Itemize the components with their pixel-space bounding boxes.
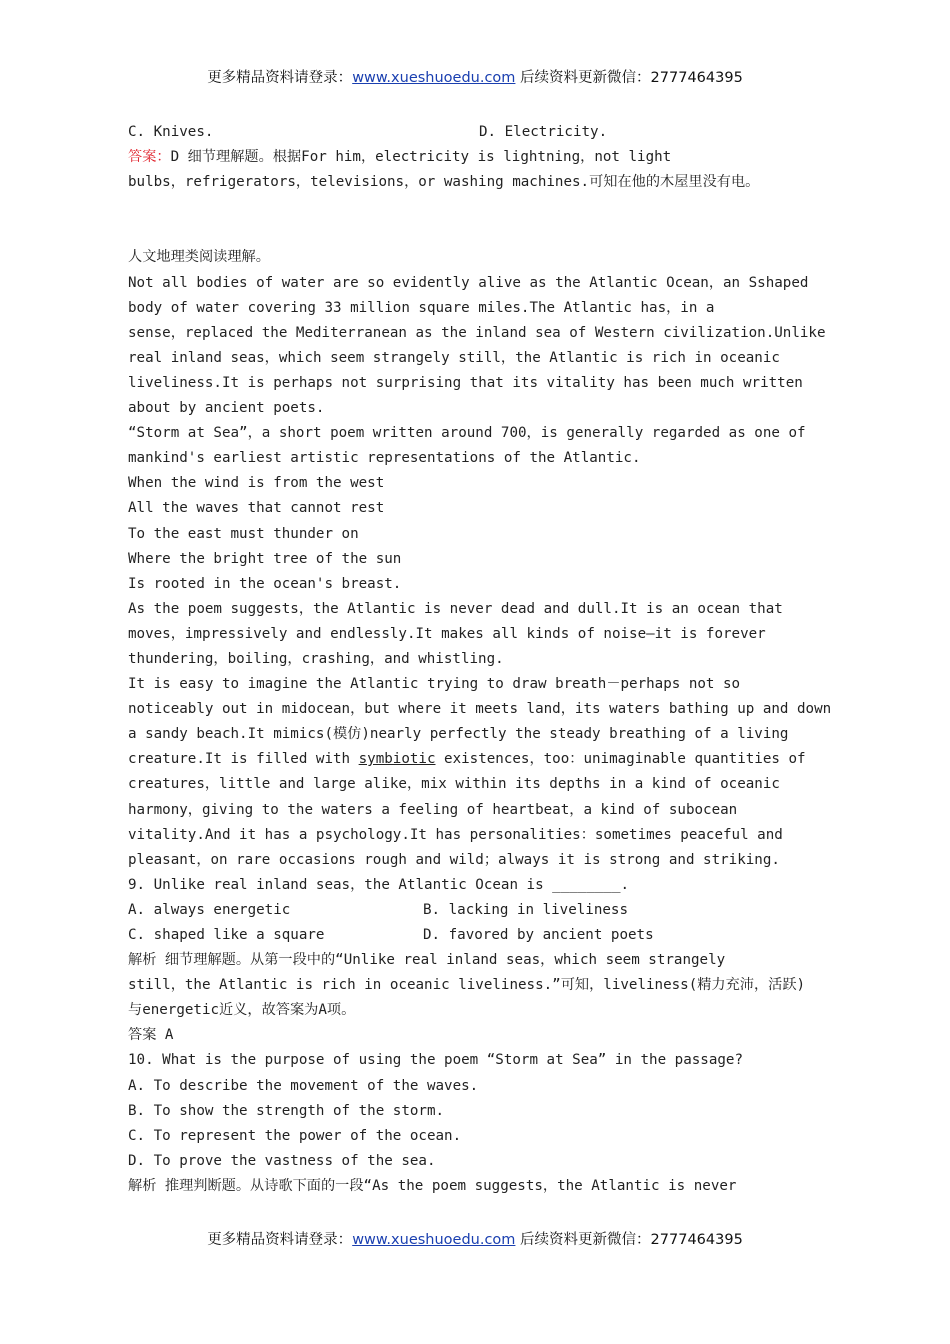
header-banner-prefix: 更多精品资料请登录： [207,70,353,86]
q10-option-a: A. To describe the movement of the waves. [128,1077,479,1094]
poem-line: Is rooted in the ocean's breast. [128,575,402,592]
passage-line: As the poem suggests，the Atlantic is never dead and dull.It is an ocean that [128,600,783,617]
header-banner-suffix: 后续资料更新微信：2777464395 [515,70,743,86]
prev-option-d: D. Electricity. [479,124,608,140]
passage-line [128,747,828,772]
passage-line: mankind's earliest artistic representations of the Atlantic. [128,450,641,467]
symbiotic-before: creature.It is filled with [128,751,359,768]
passage-line: “Storm at Sea”，a short poem written around 700，is generally regarded as one of [128,425,806,442]
passage-line: creatures，little and large alike，mix within its depths in a kind of oceanic [128,776,780,793]
q9-answer: 答案 A [128,1027,174,1044]
passage-line: thundering，boiling，crashing，and whistling. [128,650,504,667]
answer-label: 答案： [128,149,171,166]
passage-line: a sandy beach.It mimics(模仿)nearly perfectly the steady breathing of a living [128,726,789,743]
passage-line: real inland seas，which seem strangely still，the Atlantic is rich in oceanic [128,349,780,366]
passage-line: sense，replaced the Mediterranean as the inland sea of Western civilization.Unlike [128,324,826,341]
spacer [128,220,828,245]
q9-analysis-line: still，the Atlantic is rich in oceanic liveliness.”可知，liveliness(精力充沛，活跃) [128,977,806,994]
passage-line: pleasant，on rare occasions rough and wild；always it is strong and striking. [128,851,780,868]
prev-answer-text-1: D 细节理解题。根据For him，electricity is lightning，not light [170,149,672,166]
q9-option-d: D. favored by ancient poets [423,927,654,943]
passage-line: body of water covering 33 million square miles.The Atlantic has，in a [128,299,715,316]
underlined-word-symbiotic: symbiotic [358,751,436,768]
footer-banner-link[interactable]: www.xueshuoedu.com [352,1232,516,1248]
q9-analysis-line: 解析 细节理解题。从第一段中的“Unlike real inland seas，which seem strangely [128,952,726,969]
header-banner-link[interactable]: www.xueshuoedu.com [352,70,516,86]
prev-options-row [128,120,828,145]
passage-line: noticeably out in midocean，but where it meets land，its waters bathing up and down [128,701,832,718]
passage-line: harmony，giving to the waters a feeling of heartbeat，a kind of subocean [128,801,738,818]
passage-line: Not all bodies of water are so evidently alive as the Atlantic Ocean，an Sshaped [128,274,809,291]
q10-option-c: C. To represent the power of the ocean. [128,1127,462,1144]
passage-line: It is easy to imagine the Atlantic trying to draw breath－perhaps not so [128,676,741,693]
prev-answer-line-2: bulbs，refrigerators，televisions，or washing machines.可知在他的木屋里没有电。 [128,174,760,191]
passage-line: about by ancient poets. [128,400,325,417]
question-9-stem: 9. Unlike real inland seas，the Atlantic Ocean is ________. [128,876,630,893]
footer-banner-suffix: 后续资料更新微信：2777464395 [515,1232,743,1248]
document-body [128,120,832,1199]
passage-line: liveliness.It is perhaps not surprising that its vitality has been much written [128,374,803,391]
section-title: 人文地理类阅读理解。 [128,249,270,266]
symbiotic-after: existences，too：unimaginable quantities of [435,751,806,768]
passage-line: vitality.And it has a psychology.It has personalities：sometimes peaceful and [128,826,783,843]
q9-option-a: A. always energetic [128,901,291,918]
question-9-options-row-2 [128,923,828,948]
prev-answer-line [128,145,828,170]
question-9-options-row-1 [128,898,828,923]
q10-option-b: B. To show the strength of the storm. [128,1102,445,1119]
q10-analysis-line: 解析 推理判断题。从诗歌下面的一段“As the poem suggests，the Atlantic is never [128,1177,737,1194]
poem-line: To the east must thunder on [128,525,359,542]
spacer [128,195,828,220]
q10-option-d: D. To prove the vastness of the sea. [128,1152,436,1169]
q9-option-c: C. shaped like a square [128,927,325,943]
header-banner [0,66,950,87]
q9-option-b: B. lacking in liveliness [423,901,628,918]
question-10-stem: 10. What is the purpose of using the poem “Storm at Sea” in the passage? [128,1052,743,1069]
footer-banner [0,1228,950,1249]
passage-line: moves，impressively and endlessly.It makes all kinds of noise—it is forever [128,625,766,642]
poem-line: When the wind is from the west [128,475,385,492]
footer-banner-prefix: 更多精品资料请登录： [207,1232,353,1248]
prev-option-c: C. Knives. [128,124,214,140]
poem-line: Where the bright tree of the sun [128,550,402,567]
q9-analysis-line: 与energetic近义，故答案为A项。 [128,1002,356,1019]
poem-line: All the waves that cannot rest [128,500,385,517]
